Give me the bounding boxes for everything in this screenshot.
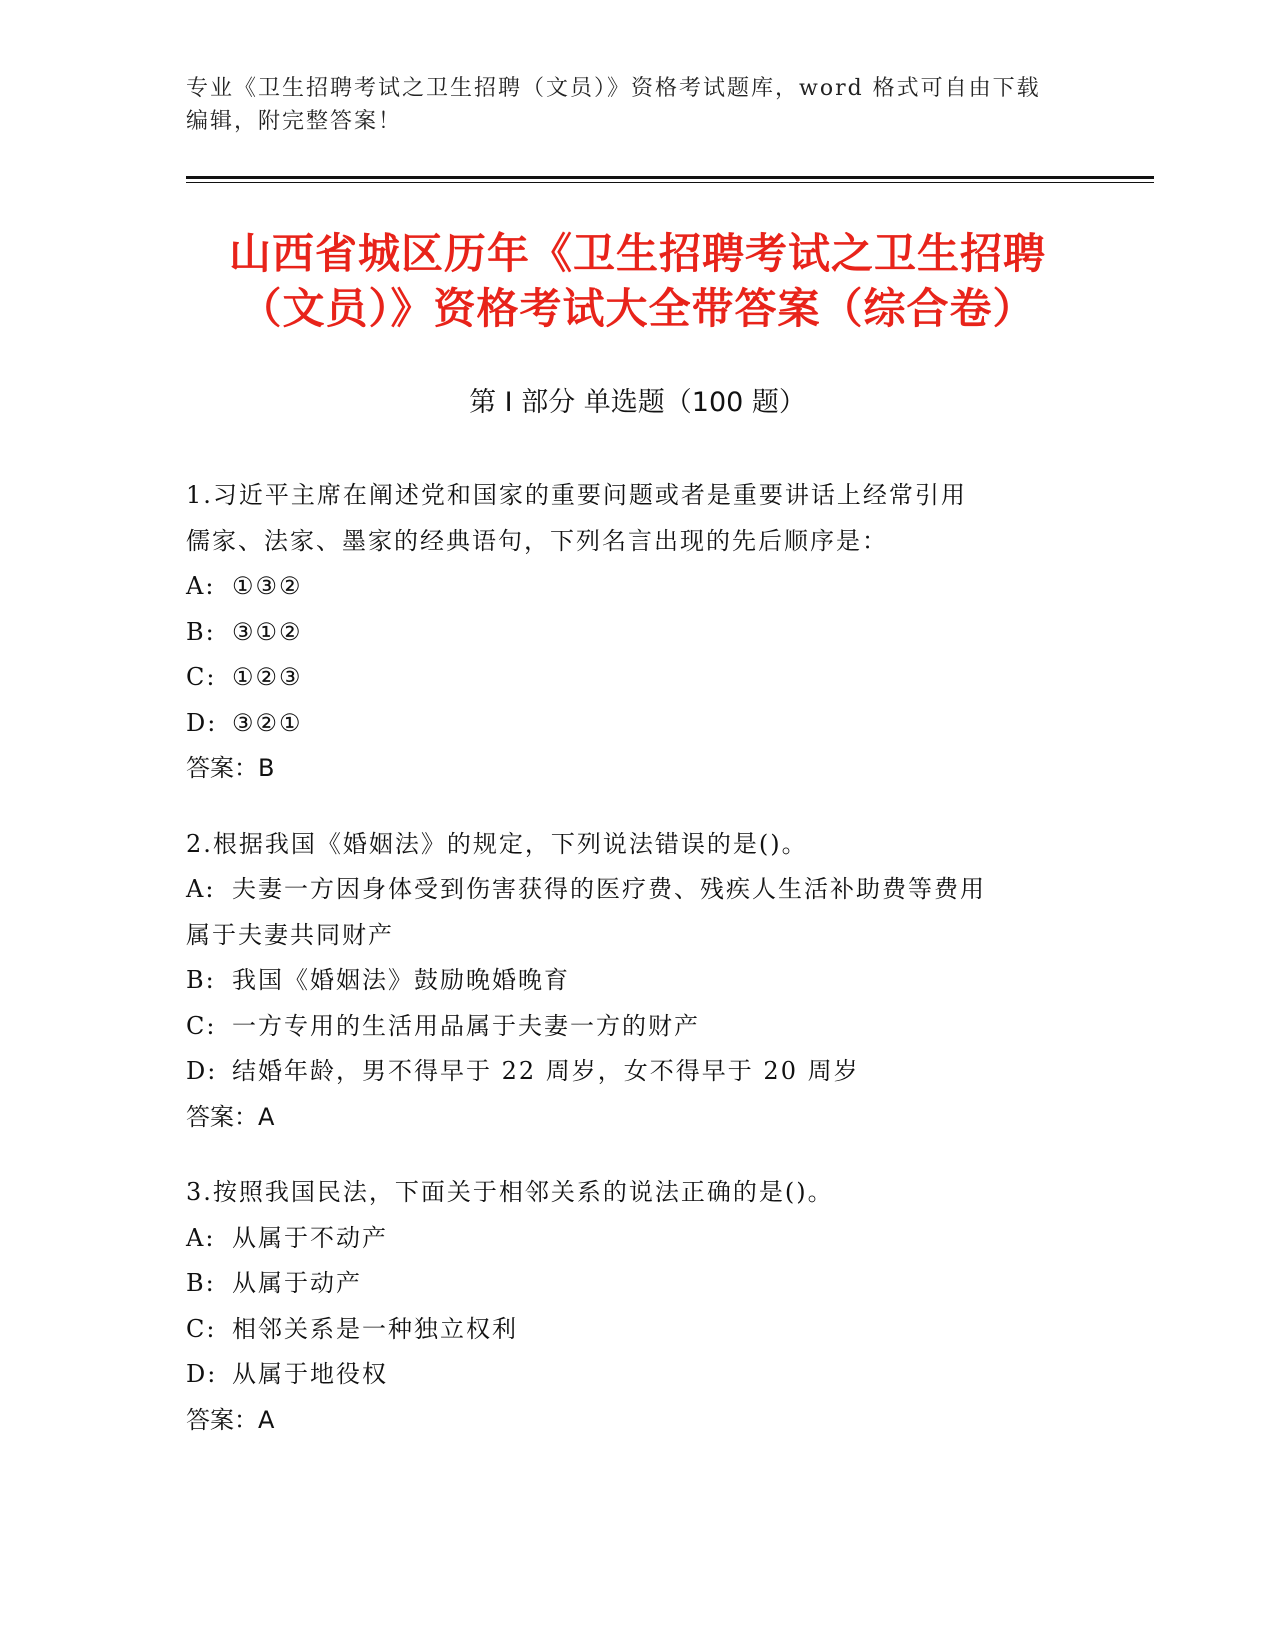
option-text: 我国《婚姻法》鼓励晚婚晚育 <box>232 966 570 994</box>
header-note <box>186 72 1086 138</box>
answer-line: 答案：A <box>186 1405 275 1434</box>
option-text: 相邻关系是一种独立权利 <box>232 1314 518 1343</box>
option-text: ①③② <box>232 572 303 600</box>
option-label: B: <box>186 1269 216 1297</box>
question-option <box>186 1352 1086 1398</box>
option-text: 结婚年龄，男不得早于 22 周岁，女不得早于 20 周岁 <box>232 1057 860 1085</box>
option-text: ③②① <box>232 708 303 737</box>
option-text: 从属于不动产 <box>232 1223 388 1252</box>
answer-line: 答案：B <box>186 754 275 782</box>
question-option <box>186 564 1086 610</box>
option-label: A: <box>186 875 216 903</box>
option-label: D: <box>186 708 218 737</box>
option-text: 从属于地役权 <box>232 1360 388 1388</box>
question-option <box>186 1216 1086 1262</box>
option-label: A: <box>186 1223 216 1252</box>
question-stem-line: 3.按照我国民法，下面关于相邻关系的说法正确的是()。 <box>186 1178 834 1206</box>
option-label: A: <box>186 572 216 600</box>
header-note-line: 专业《卫生招聘考试之卫生招聘（文员）》资格考试题库，word 格式可自由下载 <box>186 76 1041 101</box>
option-label: B: <box>186 966 216 994</box>
option-label: D: <box>186 1057 218 1085</box>
option-label: D: <box>186 1360 218 1388</box>
question-option <box>186 610 1086 656</box>
option-label: C: <box>186 663 217 691</box>
question-option <box>186 1307 1086 1353</box>
option-text: 属于夫妻共同财产 <box>186 920 394 949</box>
document-title <box>160 226 1115 336</box>
question-stem-line: 2.根据我国《婚姻法》的规定，下列说法错误的是()。 <box>186 829 808 858</box>
answer-line: 答案：A <box>186 1102 275 1131</box>
option-label: C: <box>186 1314 217 1343</box>
option-label: B: <box>186 617 216 646</box>
header-note-line: 编辑，附完整答案！ <box>186 109 403 134</box>
question-item <box>186 473 1086 792</box>
question-list <box>186 473 1086 1473</box>
option-text: 一方专用的生活用品属于夫妻一方的财产 <box>232 1011 700 1040</box>
option-label: C: <box>186 1011 217 1040</box>
document-title-line: （文员）》资格考试大全带答案（综合卷） <box>239 284 1036 333</box>
question-stem-line: 儒家、法家、墨家的经典语句，下列名言出现的先后顺序是： <box>186 526 888 555</box>
header-divider-thick <box>186 176 1154 179</box>
option-text: ③①② <box>232 617 303 646</box>
question-option <box>186 1004 1086 1050</box>
section-title: 第 I 部分 单选题（100 题） <box>469 387 806 418</box>
question-option <box>186 701 1086 747</box>
question-option <box>186 1261 1086 1307</box>
question-option <box>186 958 1086 1004</box>
header-divider-thin <box>186 182 1154 183</box>
question-option <box>186 655 1086 701</box>
question-option <box>186 867 1086 913</box>
question-option <box>186 913 1086 959</box>
document-title-line: 山西省城区历年《卫生招聘考试之卫生招聘 <box>228 229 1046 278</box>
question-item <box>186 822 1086 1141</box>
option-text: 夫妻一方因身体受到伤害获得的医疗费、残疾人生活补助费等费用 <box>232 875 986 903</box>
question-stem-line: 1.习近平主席在阐述党和国家的重要问题或者是重要讲话上经常引用 <box>186 481 967 509</box>
option-text: ①②③ <box>232 663 303 691</box>
question-option <box>186 1049 1086 1095</box>
question-item <box>186 1170 1086 1443</box>
option-text: 从属于动产 <box>232 1269 362 1297</box>
